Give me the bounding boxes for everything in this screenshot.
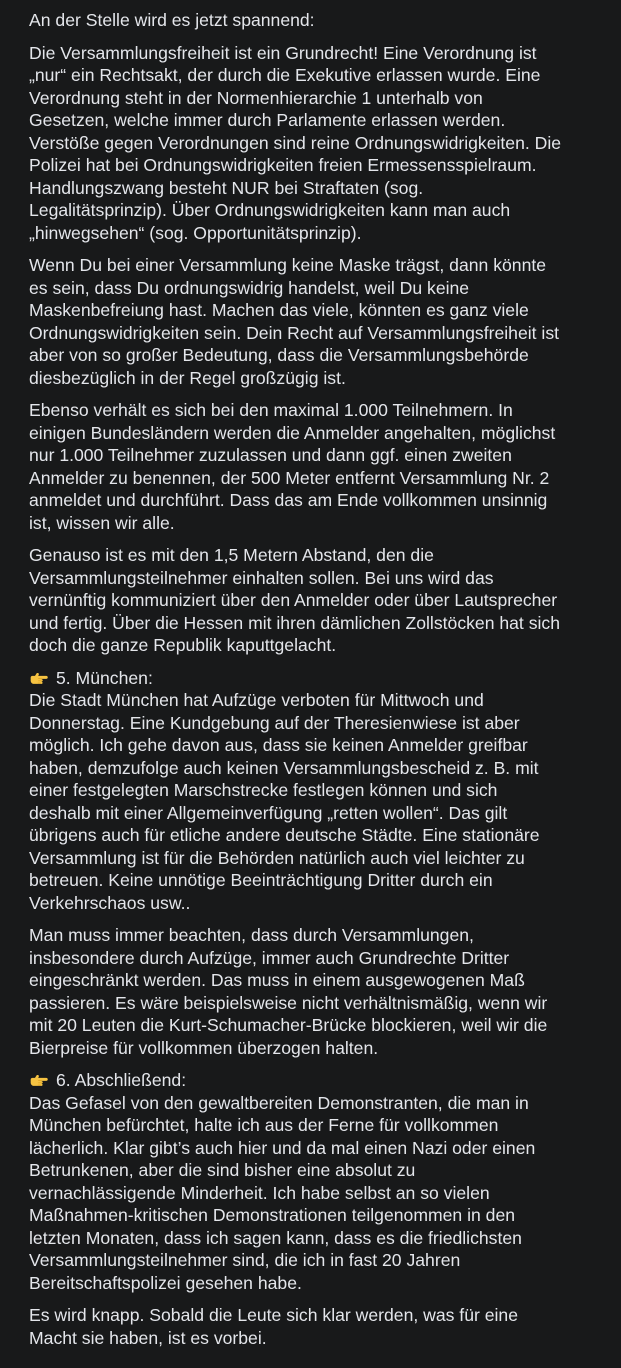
backhand-index-pointing-right-icon [29, 1070, 49, 1090]
intro-line: An der Stelle wird es jetzt spannend: [29, 10, 315, 30]
section-heading-label: 5. München: [56, 667, 153, 688]
section-heading-muenchen [29, 667, 592, 690]
paragraph-closing: Es wird knapp. Sobald die Leute sich klar werden, was für eine Macht sie haben, ist es vorbei. [29, 1305, 518, 1348]
paragraph-versammlungsfreiheit: Die Versammlungsfreiheit ist ein Grundrecht! Eine Verordnung ist „nur“ ein Rechtsakt, der durch die Exekutive erlassen wurde. Eine Verordnung steht in der Normenhierarchie 1 unterhalb von Gesetzen, welche immer durch Parlamente erlassen werden. Verstöße gegen Verordnungen sind reine Ordnungswidrigkeiten. Die Polizei hat bei Ordnungswidrigkeiten freien Ermessensspielraum. Handlungszwang besteht NUR bei Straftaten (sog. Legalitätsprinzip). Über Ordnungswidrigkeiten kann man auch „hinwegsehen“ (sog. Opportunitätsprinzip). [29, 42, 562, 243]
paragraph-abstand: Genauso ist es mit den 1,5 Metern Abstand, den die Versammlungsteilnehmer einhalten sollen. Bei uns wird das vernünftig kommuniziert über den Anmelder oder über Lautsprecher und fertig. Über die Hessen mit ihren dämlichen Zollstöcken hat sich doch die ganze Republik kaputtgelacht. [29, 545, 560, 655]
section-body-muenchen: Die Stadt München hat Aufzüge verboten für Mittwoch und Donnerstag. Eine Kundgebung auf der Theresienwiese ist aber möglich. Ich gehe davon aus, dass sie keinen Anmelder greifbar haben, demzufolge auch keinen Versammlungsbescheid z. B. mit einer festgelegten Marschstrecke festlegen können und sich deshalb mit einer Allgemeinverfügung „retten wollen“. Das gilt übrigens auch für etliche andere deutsche Städte. Eine stationäre Versammlung ist für die Behörden natürlich auch viel leichter zu betreuen. Keine unnötige Beeinträchtigung Dritter durch ein Verkehrschaos usw.. [29, 690, 540, 913]
section-heading-abschliessend [29, 1069, 592, 1092]
paragraph-maske: Wenn Du bei einer Versammlung keine Maske trägst, dann könnte es sein, dass Du ordnungswidrig handelst, weil Du keine Maskenbefreiung hast. Machen das viele, könnten es ganz viele Ordnungswidrigkeiten sein. Dein Recht auf Versammlungsfreiheit ist aber von so großer Bedeutung, dass die Versammlungsbehörde diesbezüglich in der Regel großzügig ist. [29, 255, 560, 388]
section-body-abschliessend: Das Gefasel von den gewaltbereiten Demonstranten, die man in München befürchtet, halte ich aus der Ferne für vollkommen lächerlich. Klar gibt’s auch hier und da mal einen Nazi oder einen Betrunkenen, aber die sind bisher eine absolut zu vernachlässigende Minderheit. Ich habe selbst an so vielen Maßnahmen-kritischen Demonstrationen teilgenommen in den letzten Monaten, dass ich sagen kann, dass es die friedlichsten Versammlungsteilnehmer sind, die ich in fast 20 Jahren Bereitschaftspolizei gesehen habe. [29, 1092, 536, 1293]
paragraph-teilnehmer: Ebenso verhält es sich bei den maximal 1.000 Teilnehmern. In einigen Bundesländern werden die Anmelder angehalten, möglichst nur 1.000 Teilnehmer zuzulassen und dann ggf. einen zweiten Anmelder zu benennen, der 500 Meter entfernt Versammlung Nr. 2 anmeldet und durchführt. Dass das am Ende vollkommen unsinnig ist, wissen wir alle. [29, 400, 556, 533]
section-heading-label: 6. Abschließend: [56, 1070, 187, 1090]
paragraph-grundrechte-dritter: Man muss immer beachten, dass durch Versammlungen, insbesondere durch Aufzüge, immer auch Grundrechte Dritter eingeschränkt werden. Das muss in einem ausgewogenen Maß passieren. Es wäre beispielsweise nicht verhältnismäßig, wenn wir mit 20 Leuten die Kurt-Schumacher-Brücke blockieren, weil wir die Bierpreise für vollkommen überzogen halten. [29, 925, 548, 1058]
backhand-index-pointing-right-icon [29, 668, 49, 688]
